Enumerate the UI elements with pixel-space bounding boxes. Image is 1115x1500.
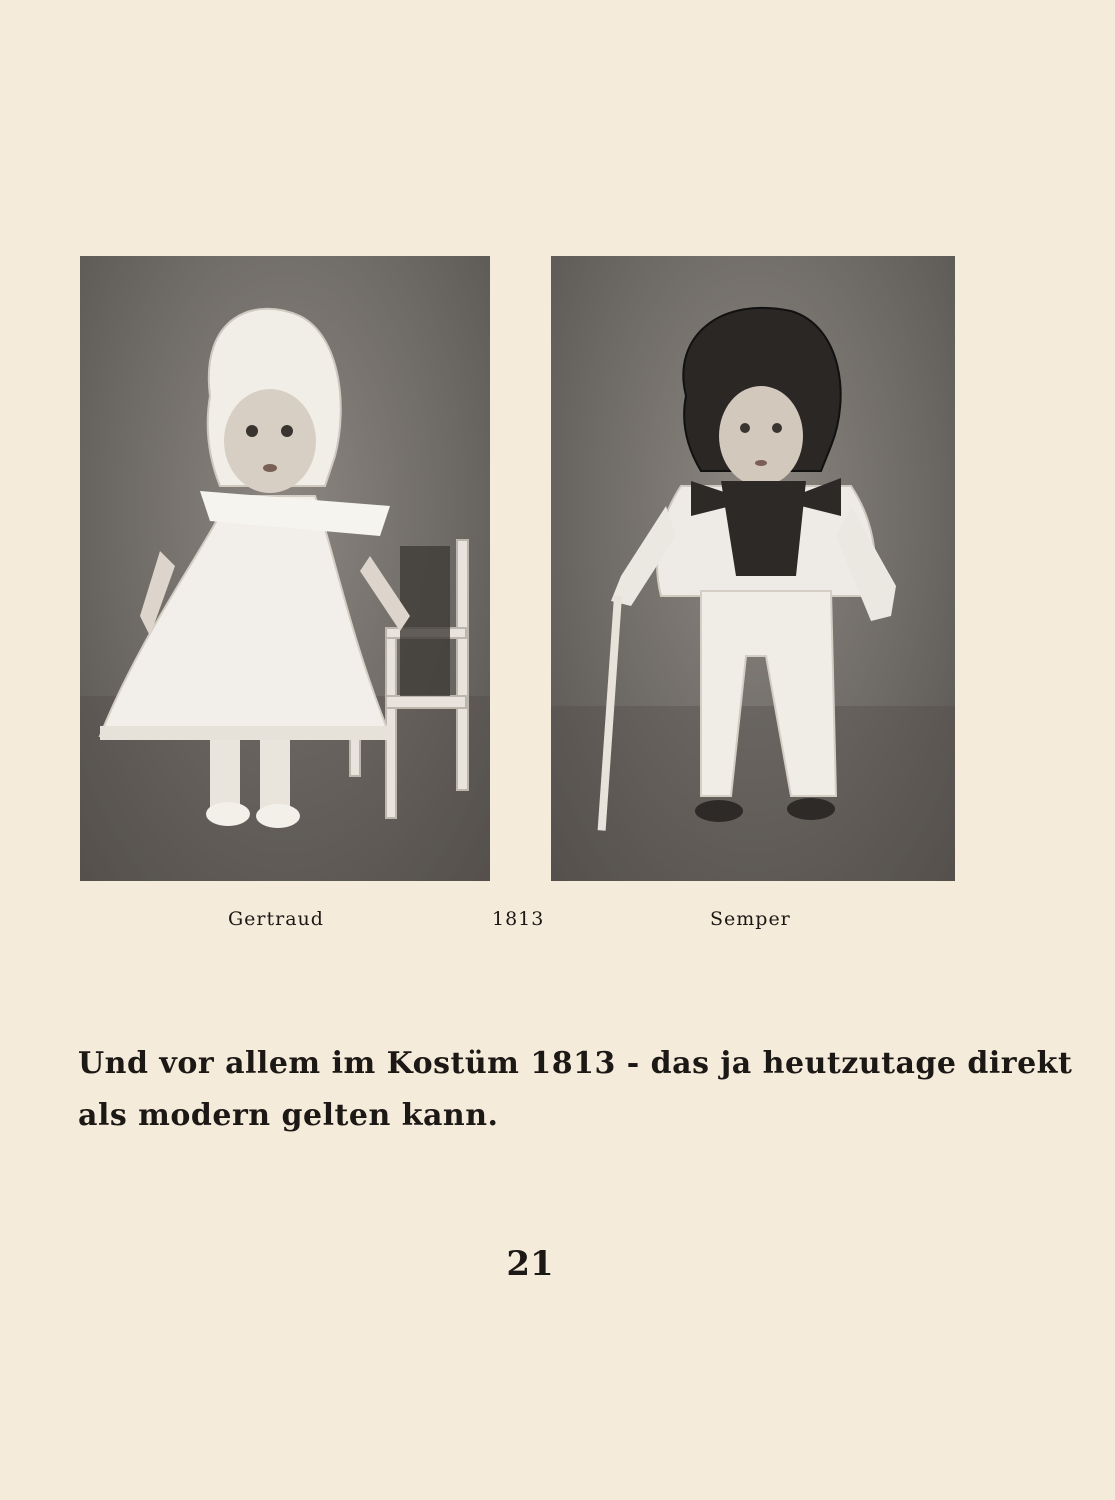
caption-gertraud: Gertraud [228, 908, 324, 930]
photo-semper-doll [551, 256, 955, 881]
body-line-1: Und vor allem im Kostüm 1813 - das ja heutzutage direkt [78, 1046, 1073, 1081]
body-line-2: als modern gelten kann. [78, 1098, 499, 1133]
doll-girl-illustration [80, 256, 490, 881]
caption-semper: Semper [710, 908, 791, 930]
body-paragraph [78, 1038, 1073, 1142]
photo-gertraud-doll [80, 256, 490, 881]
page-number: 21 [506, 1244, 554, 1284]
caption-year: 1813 [492, 908, 545, 930]
doll-boy-illustration [551, 256, 955, 881]
